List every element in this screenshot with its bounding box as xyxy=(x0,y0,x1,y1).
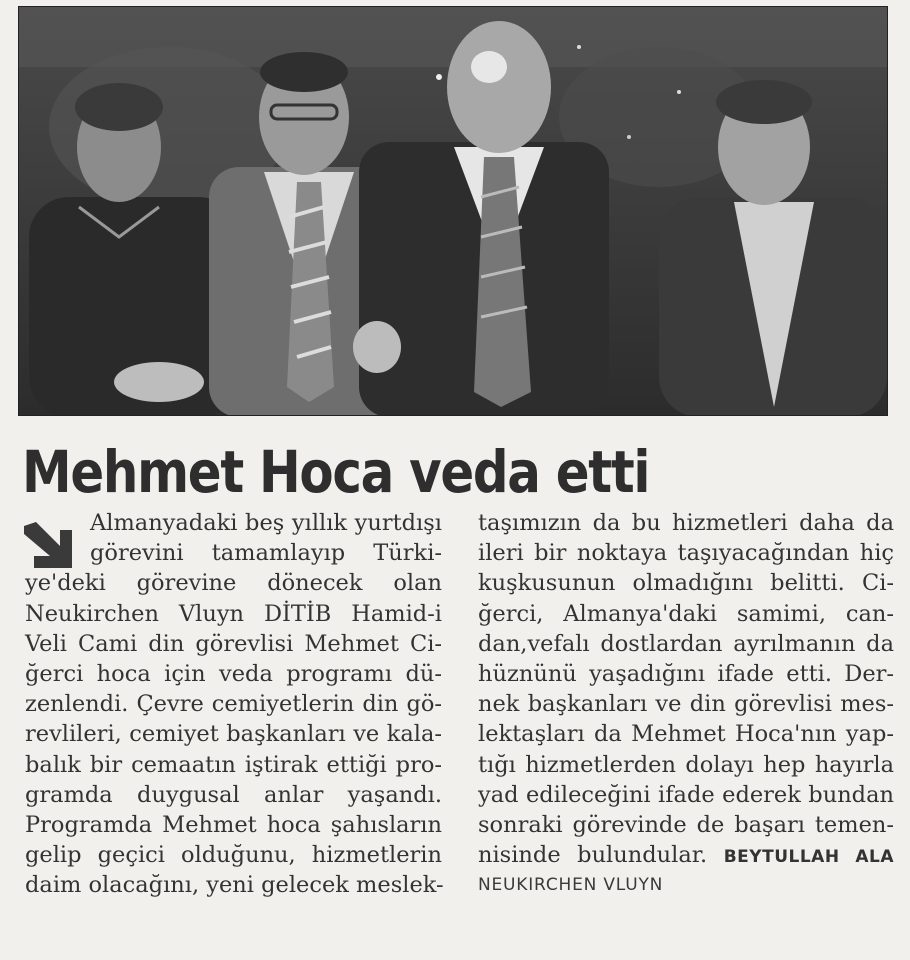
text-line: görevini tamamlayıp Türki- xyxy=(90,540,442,567)
text-line: Neukirchen Vluyn DİTİB Hamid-i xyxy=(25,600,442,627)
text-line: gramda duygusal anlar yaşandı. xyxy=(25,781,442,808)
text-line: balık bir cemaatın iştirak ettiği pro- xyxy=(25,751,442,778)
text-line: revlileri, cemiyet başkanları ve kala- xyxy=(25,721,442,748)
text-line: ğerci hoca için veda programı dü- xyxy=(25,660,442,687)
text-line: tığı hizmetlerden dolayı hep hayırla xyxy=(478,751,894,778)
group-photo-image xyxy=(19,7,887,415)
text-line: ileri bir noktaya taşıyacağından hiç xyxy=(478,540,894,567)
text-line: hüznünü yaşadığını ifade etti. Der- xyxy=(478,660,894,687)
article-headline: Mehmet Hoca veda etti xyxy=(22,438,650,506)
article-column-right xyxy=(478,508,894,900)
author-location: NEUKIRCHEN VLUYN xyxy=(478,875,664,896)
text-line: Almanyadaki beş yıllık yurtdışı xyxy=(90,510,442,536)
text-line: Veli Cami din görevlisi Mehmet Ci- xyxy=(25,630,442,657)
final-sentence: nisinde bulundular. xyxy=(478,842,708,869)
text-line: gelip geçici olduğunu, hizmetlerin xyxy=(25,842,442,869)
text-line: nek başkanları ve din görevlisi mes- xyxy=(478,691,894,718)
article-column-left xyxy=(25,508,442,900)
text-line: daim olacağını, yeni gelecek meslek- xyxy=(25,872,444,899)
text-line: taşımızın da bu hizmetleri daha da xyxy=(478,510,894,536)
text-line: zenlendi. Çevre cemiyetlerin din gö- xyxy=(25,691,442,718)
text-line: Programda Mehmet hoca şahısların xyxy=(25,811,442,838)
text-line: dan,vefalı dostlardan ayrılmanın da xyxy=(478,630,894,657)
text-line: kuşkusunun olmadığını belitti. Ci- xyxy=(478,570,894,597)
text-line: lektaşları da Mehmet Hoca'nın yap- xyxy=(478,721,894,748)
text-line: sonraki görevinde de başarı temen- xyxy=(478,811,894,838)
text-line: ye'deki görevine dönecek olan xyxy=(25,570,442,597)
text-line: ğerci, Almanya'daki samimi, can- xyxy=(478,600,894,627)
author-byline: BEYTULLAH ALA xyxy=(723,847,894,868)
text-line-final xyxy=(478,840,894,870)
article-photo xyxy=(18,6,888,416)
text-line: yad edileceğini ifade ederek bundan xyxy=(478,781,894,808)
